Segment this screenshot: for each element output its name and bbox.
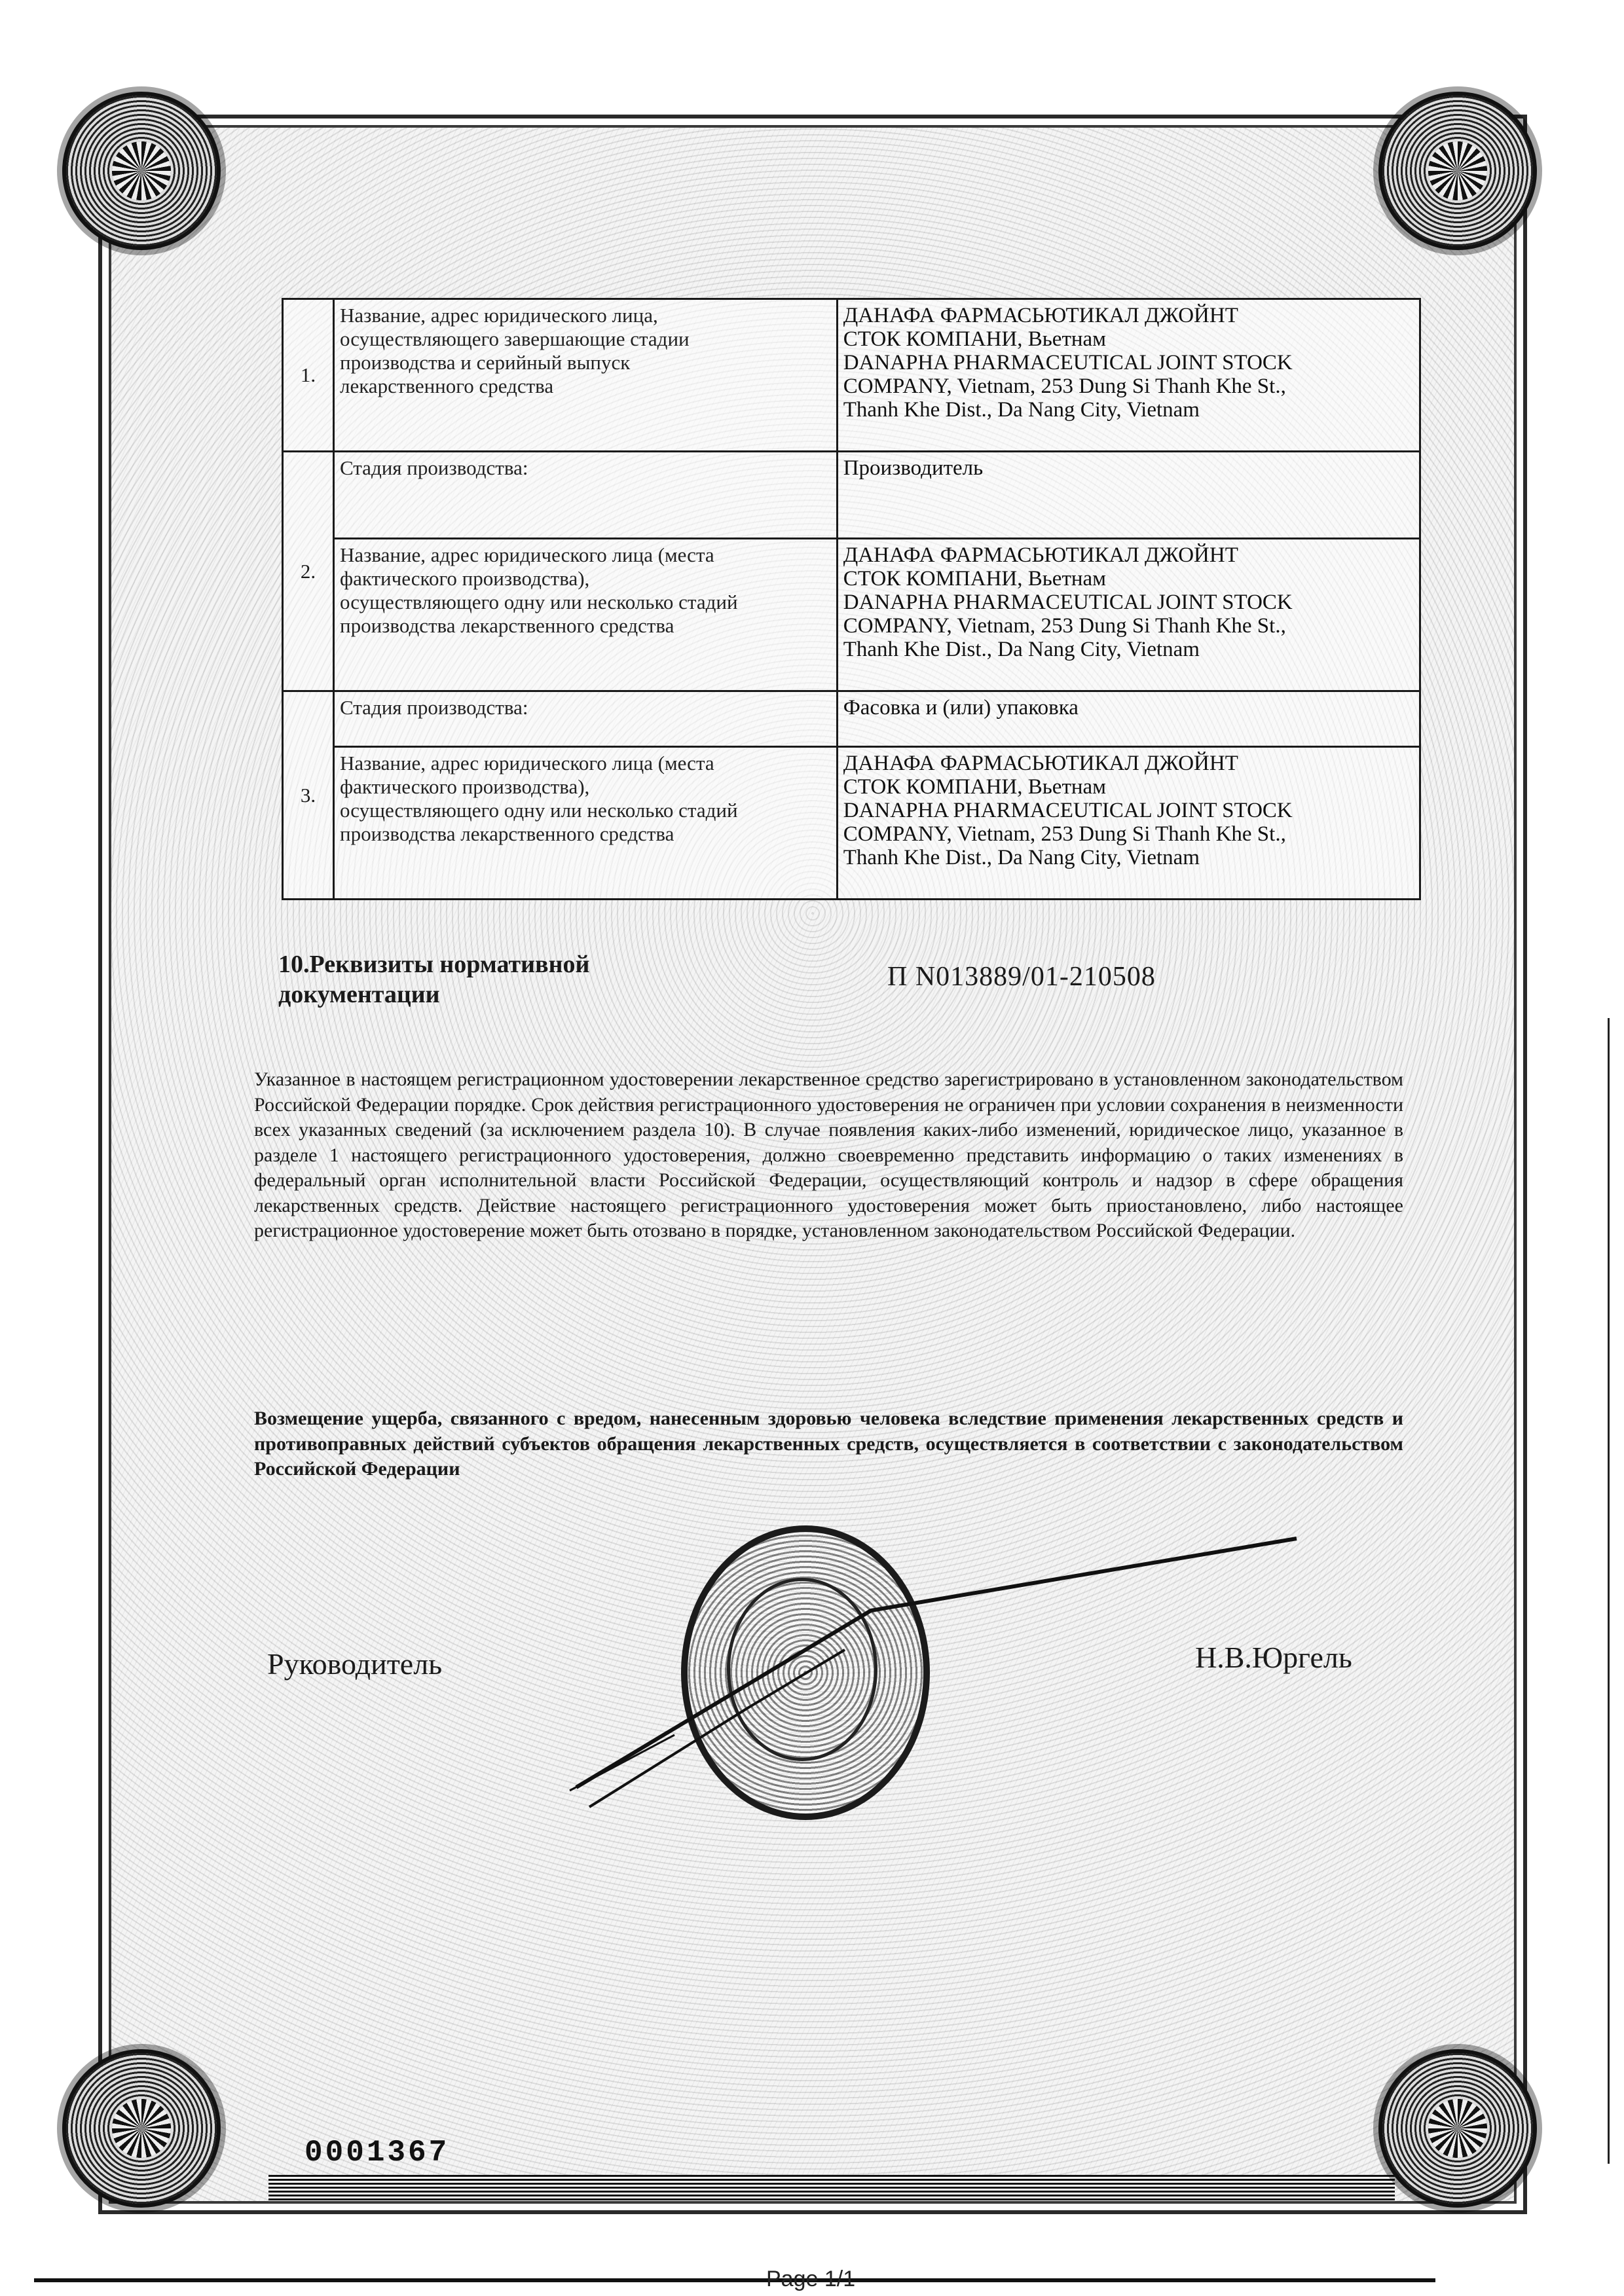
label-line: осуществляющего завершающие стадии [339, 327, 690, 350]
value-line: COMPANY, Vietnam, 253 Dung Si Thanh Khe St., [843, 614, 1286, 638]
section-title-line: документации [278, 981, 440, 1008]
label-line: осуществляющего одну или несколько стадий [339, 591, 738, 613]
entity-label [333, 539, 837, 691]
value-line: COMPANY, Vietnam, 253 Dung Si Thanh Khe St., [843, 374, 1286, 398]
damage-compensation-paragraph: Возмещение ущерба, связанного с вредом, нанесенным здоровью человека вследствие применения лекарственных средств и противоправных действий субъектов обращения лекарственных средств, осуществляется в соответствии с законодательством Российской Федерации [254, 1408, 1403, 1480]
official-seal-icon [681, 1525, 930, 1820]
serial-number: 0001367 [304, 2136, 450, 2170]
normative-document-reference: П N013889/01-210508 [887, 962, 1156, 992]
stage-value: Производитель [837, 452, 1420, 539]
value-line: DANAPHA PHARMACEUTICAL JOINT STOCK [843, 351, 1293, 374]
entity-value [837, 747, 1420, 900]
row-number: 2. [283, 452, 334, 691]
corner-ornament-icon [62, 2049, 221, 2208]
value-line: ДАНАФА ФАРМАСЬЮТИКАЛ ДЖОЙНТ [843, 752, 1238, 775]
signatory-name: Н.В.Юргель [1195, 1641, 1352, 1674]
label-line: Название, адрес юридического лица (места [339, 543, 714, 566]
scan-margin-line [1608, 1018, 1610, 2164]
value-line: СТОК КОМПАНИ, Вьетнам [843, 327, 1107, 351]
label-line: производства лекарственного средства [339, 614, 674, 637]
table-row [283, 452, 1420, 539]
frame-bottom-band [268, 2175, 1395, 2201]
entity-label [333, 747, 837, 900]
signatory-role: Руководитель [267, 1647, 443, 1681]
label-line: Название, адрес юридического лица, [339, 304, 658, 327]
label-line: осуществляющего одну или несколько стадий [339, 799, 738, 822]
value-line: DANAPHA PHARMACEUTICAL JOINT STOCK [843, 591, 1293, 614]
section-10-title [278, 949, 737, 1010]
value-line: ДАНАФА ФАРМАСЬЮТИКАЛ ДЖОЙНТ [843, 543, 1238, 567]
label-line: фактического производства), [339, 775, 590, 798]
label-line: фактического производства), [339, 567, 590, 590]
corner-ornament-icon [1378, 2049, 1537, 2208]
value-line: Thanh Khe Dist., Da Nang City, Vietnam [843, 398, 1200, 422]
entity-value [837, 539, 1420, 691]
value-line: DANAPHA PHARMACEUTICAL JOINT STOCK [843, 799, 1293, 822]
value-line: COMPANY, Vietnam, 253 Dung Si Thanh Khe St., [843, 822, 1286, 846]
row-number: 1. [283, 299, 334, 452]
stage-label: Стадия производства: [333, 452, 837, 539]
value-line: СТОК КОМПАНИ, Вьетнам [843, 567, 1107, 591]
registration-validity-paragraph: Указанное в настоящем регистрационном удостоверении лекарственное средство зарегистрировано в установленном законодательством Российской Федерации порядке. Срок действия регистрационного удостоверения не ограничен при условии сохранения в неизменности всех указанных сведений (за исключением раздела 10). В случае появления каких-либо изменений, юридическое лицо, указанное в разделе 1 настоящего регистрационного удостоверения, должно своевременно представить информацию о таких изменениях в федеральный орган исполнительной власти Российской Федерации, осуществляющий контроль и надзор в сфере обращения лекарственных средств. Действие настоящего регистрационного удостоверения может быть приостановлено, либо настоящее регистрационное удостоверение может быть отозвано в порядке, установленном законодательством Российской Федерации. [254, 1068, 1403, 1241]
stage-value: Фасовка и (или) упаковка [837, 691, 1420, 747]
label-line: производства лекарственного средства [339, 822, 674, 845]
table-row [283, 691, 1420, 747]
table-row [283, 539, 1420, 691]
table-row [283, 299, 1420, 452]
corner-ornament-icon [1378, 92, 1537, 250]
corner-ornament-icon [62, 92, 221, 250]
label-line: Название, адрес юридического лица (места [339, 752, 714, 774]
page-number: Page 1/1 [766, 2267, 856, 2291]
value-line: СТОК КОМПАНИ, Вьетнам [843, 775, 1107, 799]
value-line: ДАНАФА ФАРМАСЬЮТИКАЛ ДЖОЙНТ [843, 304, 1238, 327]
label-line: производства и серийный выпуск [339, 351, 631, 374]
footer-rule [34, 2272, 1435, 2282]
section-title-line: 10.Реквизиты нормативной [278, 951, 590, 978]
table-row [283, 747, 1420, 900]
manufacturing-table [282, 298, 1421, 900]
value-line: Thanh Khe Dist., Da Nang City, Vietnam [843, 846, 1200, 869]
row-number: 3. [283, 691, 334, 900]
value-line: Thanh Khe Dist., Da Nang City, Vietnam [843, 638, 1200, 661]
entity-value [837, 299, 1420, 452]
stage-label: Стадия производства: [333, 691, 837, 747]
label-line: лекарственного средства [339, 374, 554, 397]
entity-label [333, 299, 837, 452]
